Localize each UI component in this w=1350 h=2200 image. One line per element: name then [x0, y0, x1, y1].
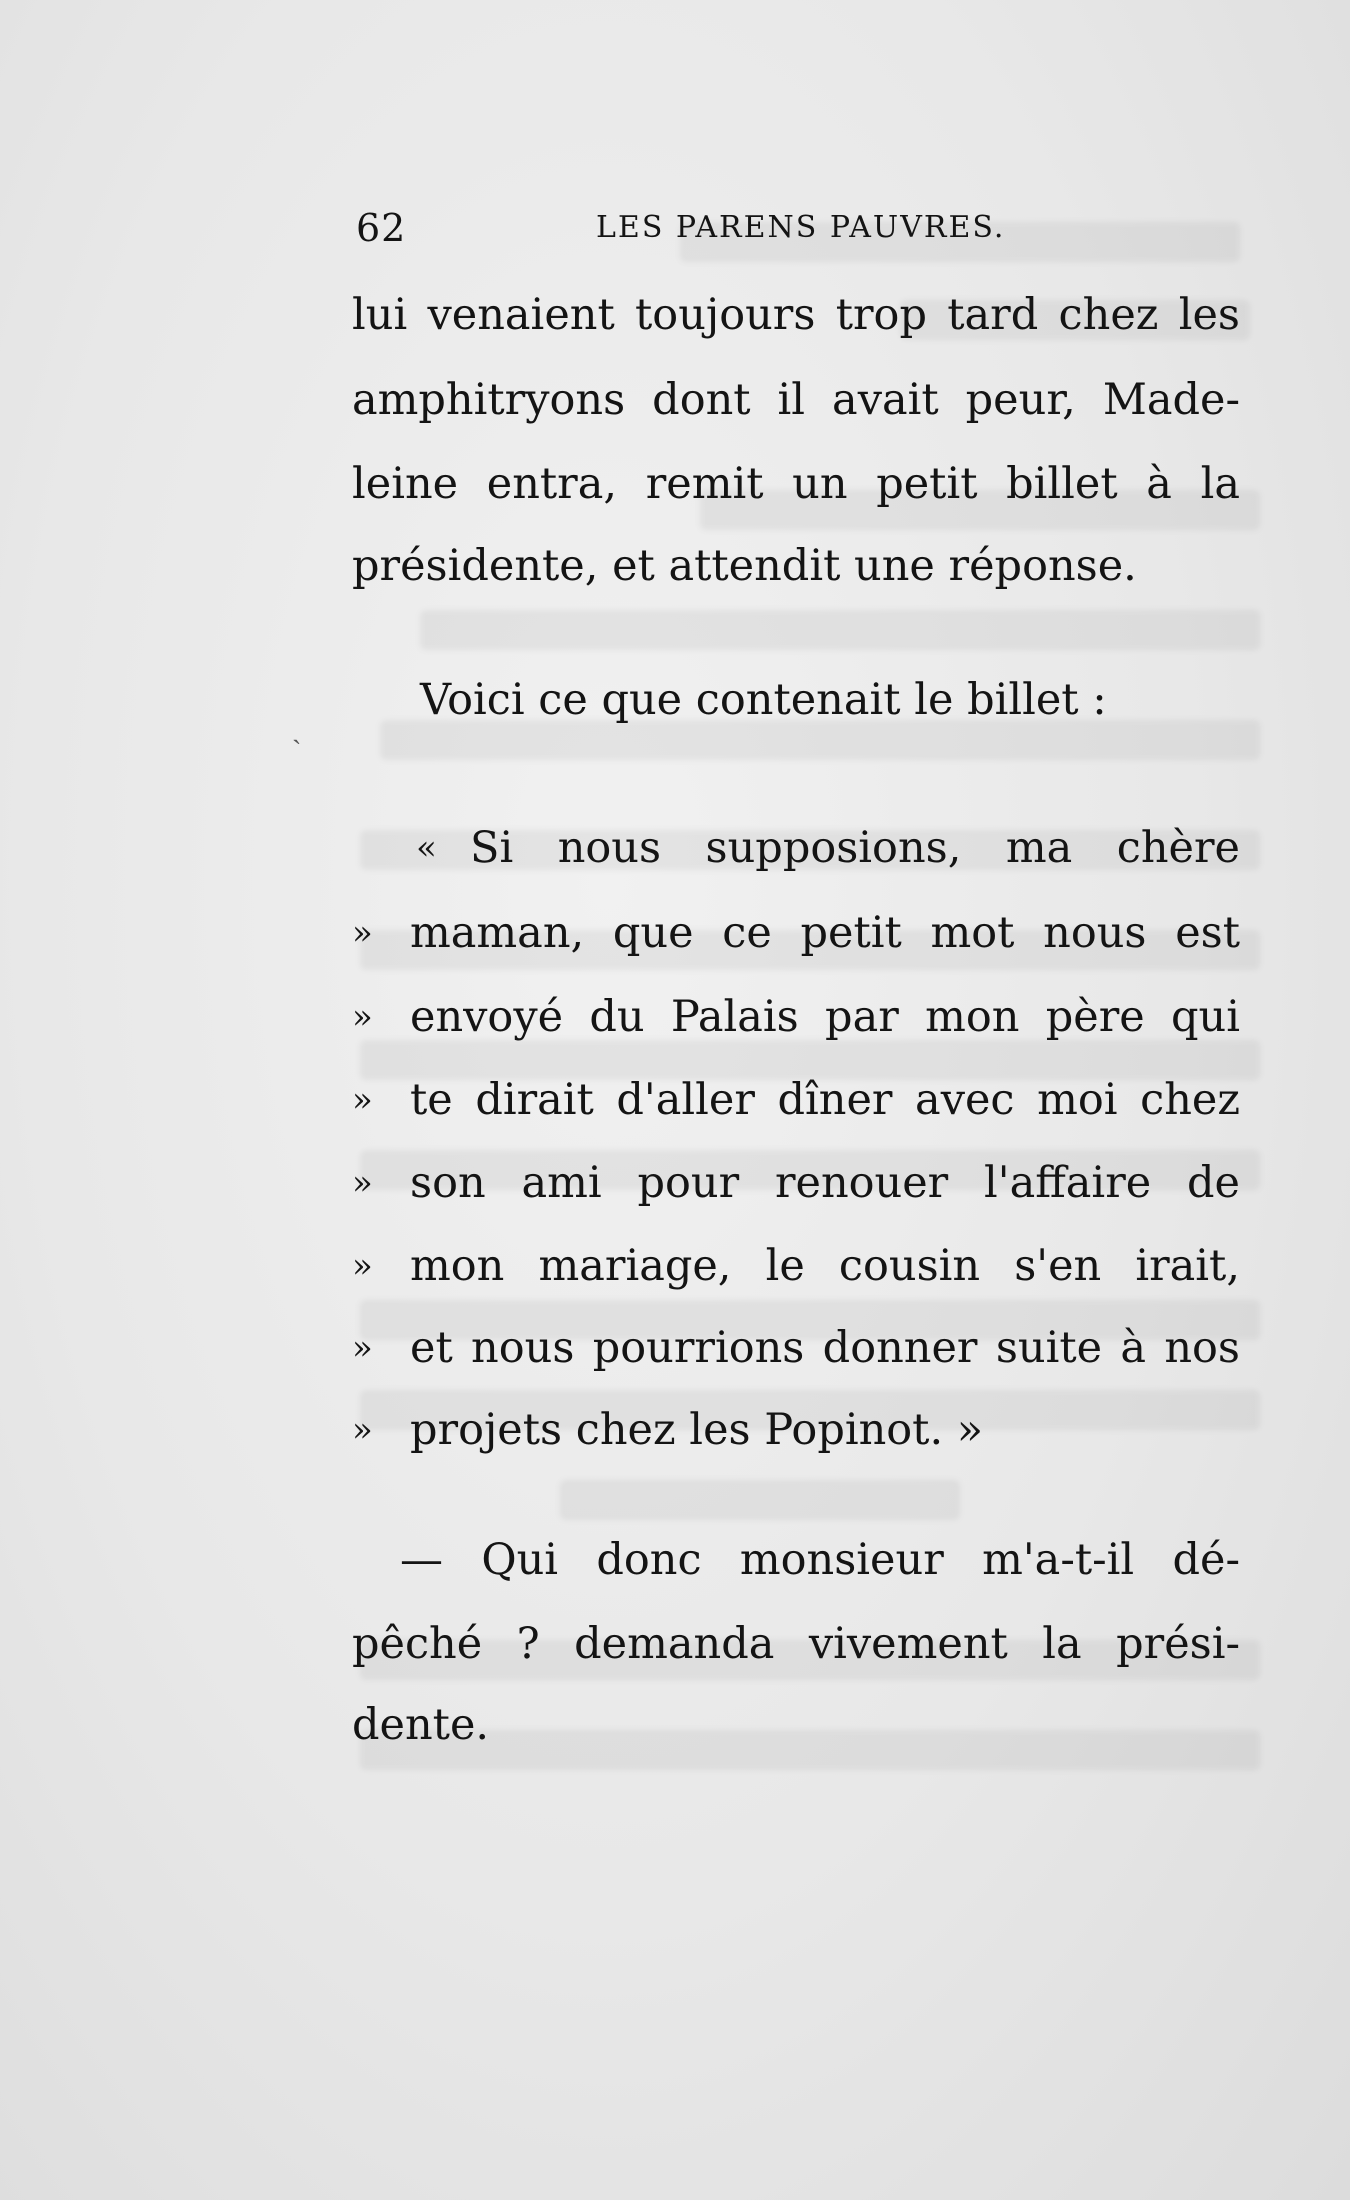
text-line: présidente, et attendit une réponse. [352, 541, 1137, 591]
page-number: 62 [356, 206, 407, 250]
text-line: leine entra, remit un petit billet à la [352, 459, 1240, 509]
text-line: lui venaient toujours trop tard chez les [352, 290, 1240, 340]
running-header [356, 206, 1064, 250]
text-line: dente. [352, 1700, 490, 1750]
letter-line: projets chez les Popinot. » [410, 1405, 984, 1455]
quote-continuation-mark: » [352, 1163, 373, 1203]
quote-continuation-mark: » [352, 913, 373, 953]
letter-line: te dirait d'aller dîner avec moi chez [410, 1075, 1240, 1125]
margin-mark: ˎ [292, 712, 302, 745]
letter-line: mon mariage, le cousin s'en irait, [410, 1241, 1240, 1291]
text-line: — Qui donc monsieur m'a-t-il dé- [400, 1535, 1240, 1585]
paragraph-2: Voici ce que contenait le billet : [420, 675, 1107, 725]
quote-continuation-mark: » [352, 1080, 373, 1120]
text-line: pêché ? demanda vivement la prési- [352, 1619, 1240, 1669]
quote-continuation-mark: » [352, 1410, 373, 1450]
letter-line: Si nous supposions, ma chère [470, 823, 1240, 873]
letter-line: maman, que ce petit mot nous est [410, 908, 1240, 958]
quote-continuation-mark: » [352, 997, 373, 1037]
letter-line: envoyé du Palais par mon père qui [410, 992, 1240, 1042]
text-line: amphitryons dont il avait peur, Made- [352, 375, 1240, 425]
quote-continuation-mark: » [352, 1328, 373, 1368]
running-title: LES PARENS PAUVRES. [596, 210, 1006, 245]
letter-line: et nous pourrions donner suite à nos [410, 1323, 1240, 1373]
letter-line: son ami pour renouer l'affaire de [410, 1158, 1240, 1208]
quote-continuation-mark: » [352, 1246, 373, 1286]
open-quote-mark: « [416, 828, 437, 868]
